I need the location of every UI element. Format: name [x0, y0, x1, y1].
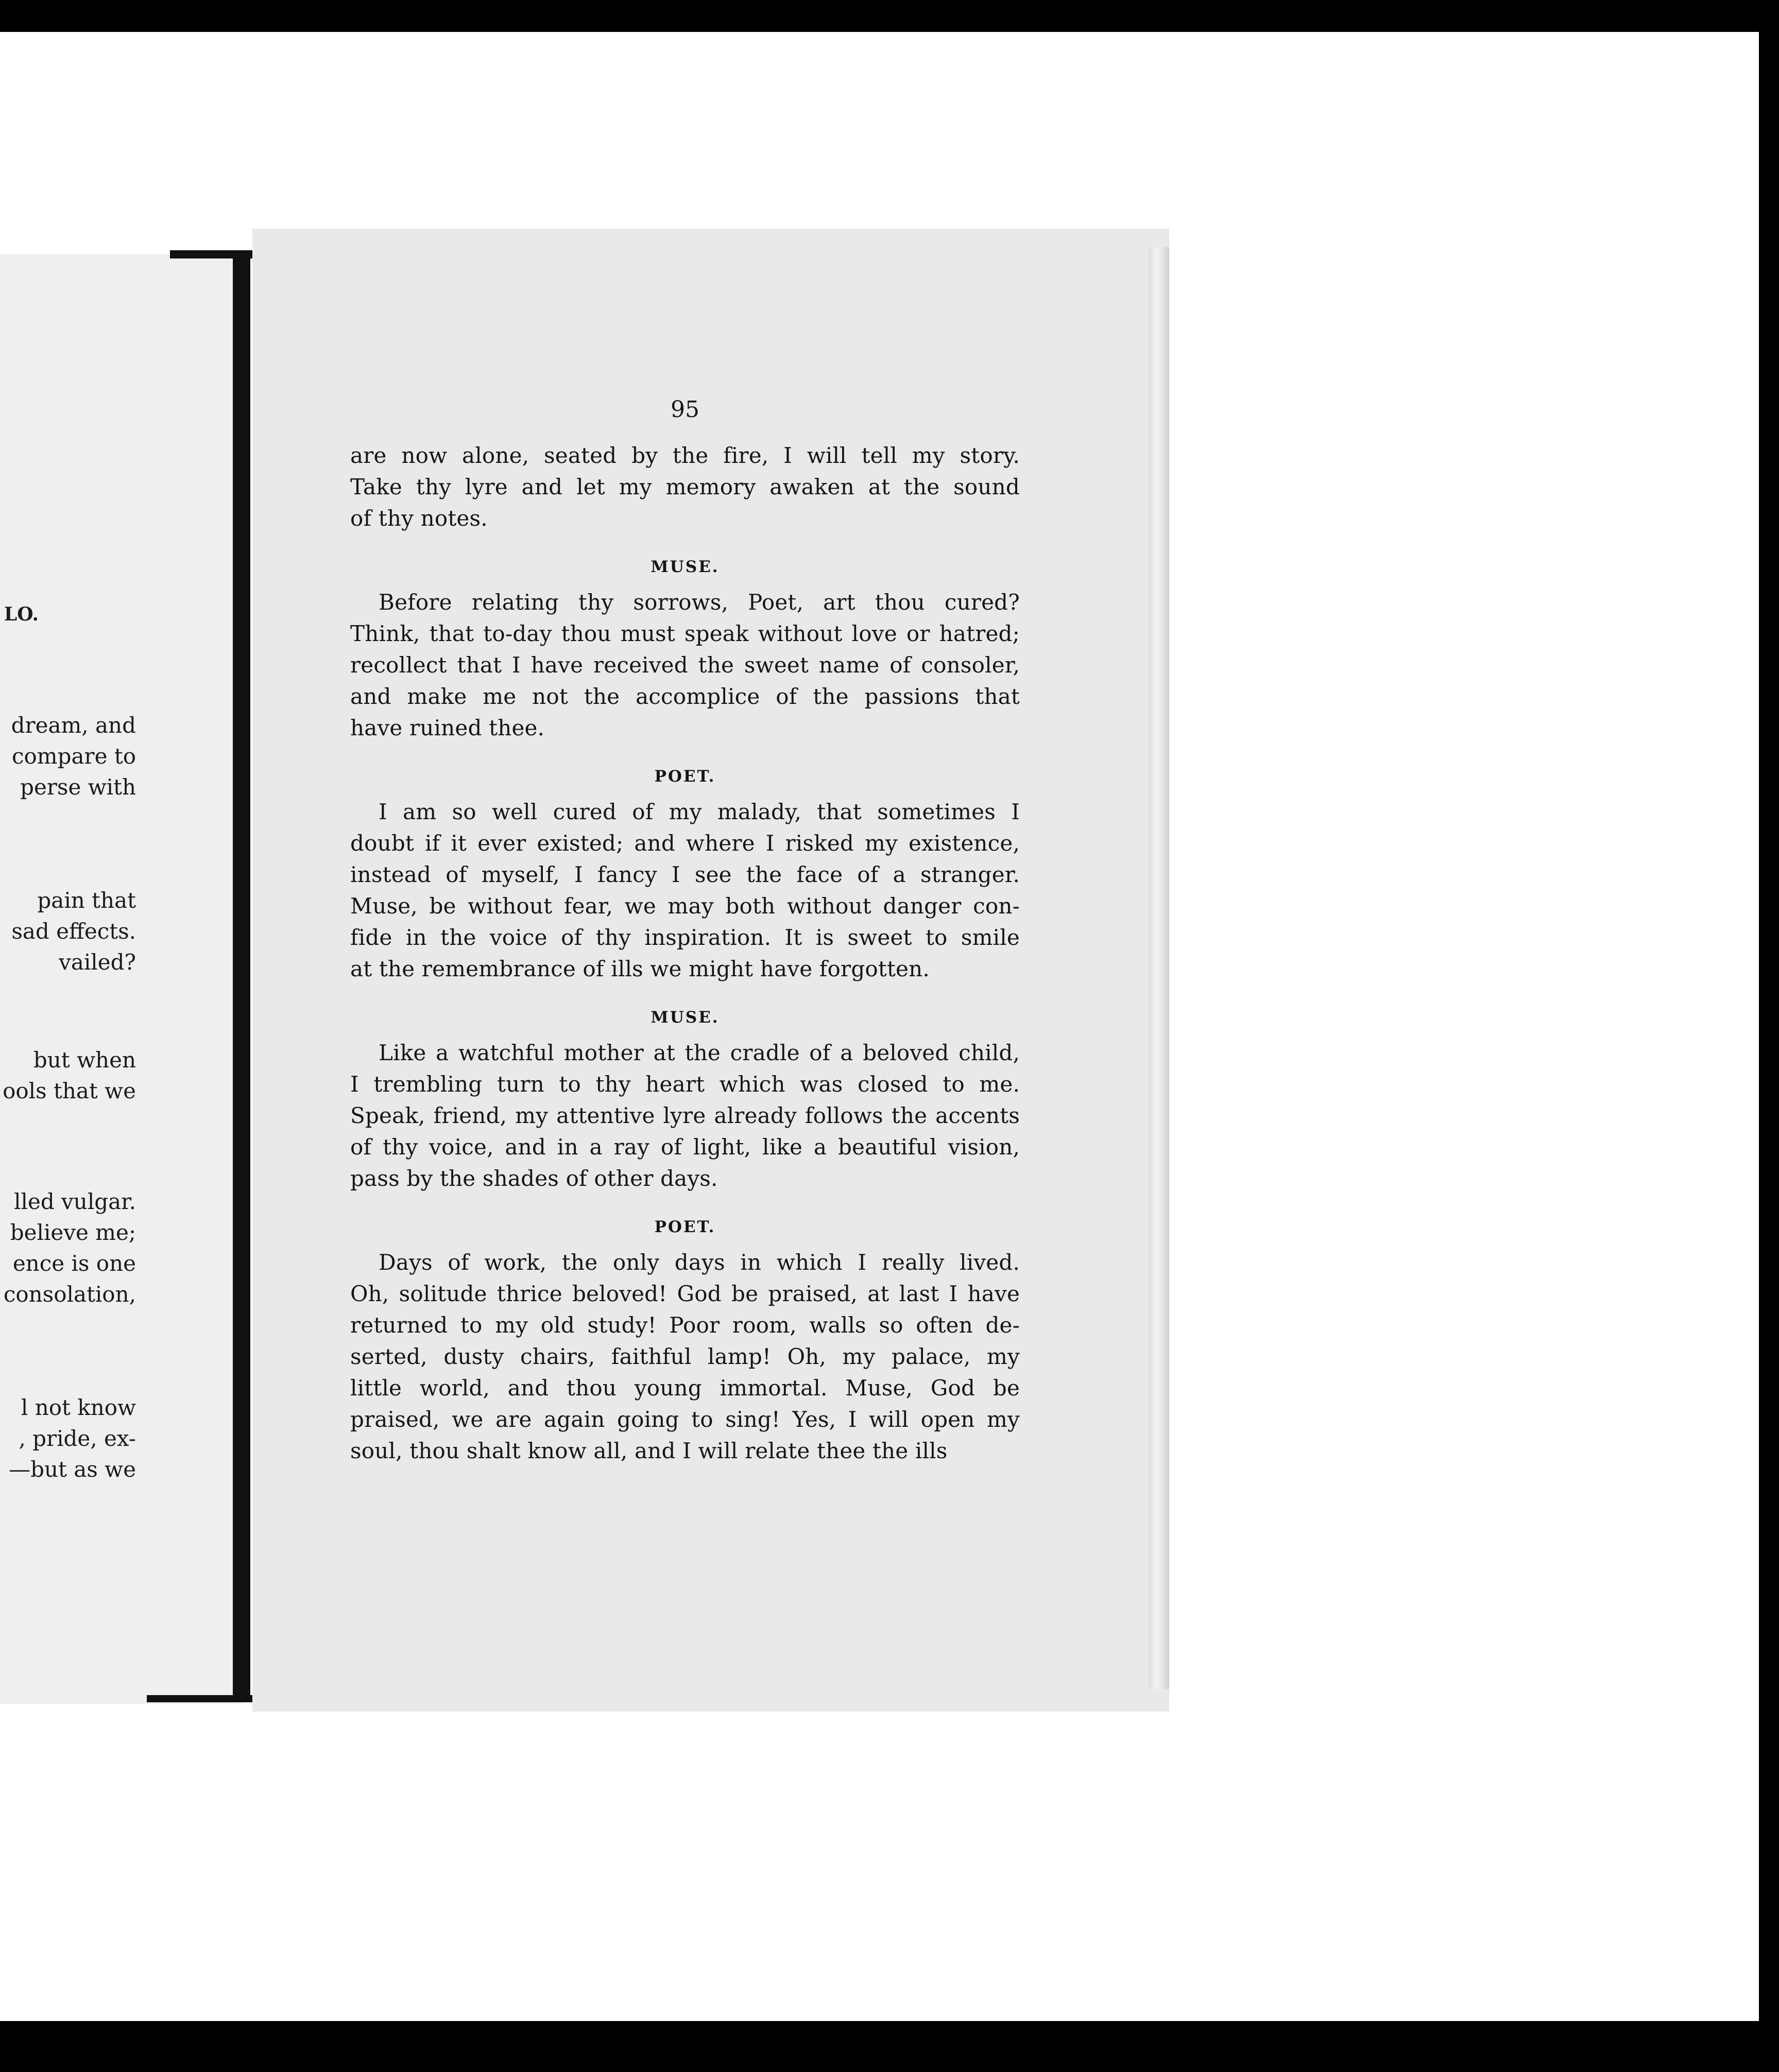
scan-border-right: [1759, 32, 1779, 2021]
page-number: 95: [671, 396, 699, 423]
speaker-label: MUSE.: [651, 1008, 720, 1027]
paragraph-first-line: are now alone, seated by the fire, I will tell my story.: [350, 443, 1020, 468]
paragraph-line: at the remembrance of ills we might have forgotten.: [350, 956, 930, 981]
speaker-label: MUSE.: [651, 558, 720, 576]
left-line: dream, and: [11, 713, 136, 738]
paragraph-line: and make me not the accomplice of the passions that: [350, 684, 1020, 709]
paragraph-first-line: Days of work, the only days in which I really lived.: [379, 1250, 1020, 1275]
paragraph-line: Oh, solitude thrice beloved! God be praised, at last I have: [350, 1281, 1020, 1306]
paragraph-line: recollect that I have received the sweet name of consoler,: [350, 652, 1020, 678]
left-line: , pride, ex-: [19, 1426, 136, 1451]
scan-border-bottom: [0, 2021, 1779, 2072]
paragraph-line: soul, thou shalt know all, and I will relate thee the ills: [350, 1438, 948, 1463]
paragraph-line: instead of myself, I fancy I see the face of a stranger.: [350, 862, 1020, 887]
paragraph-line: of thy voice, and in a ray of light, like a beautiful vision,: [350, 1134, 1020, 1160]
left-line: perse with: [20, 774, 136, 800]
paragraph-line: returned to my old study! Poor room, walls so often de-: [350, 1313, 1020, 1338]
left-page: [0, 254, 242, 1704]
paragraph-line: Take thy lyre and let my memory awaken at the sound: [350, 474, 1020, 499]
left-line: vailed?: [59, 949, 136, 975]
left-line: consolation,: [3, 1282, 136, 1307]
paragraph-line: little world, and thou young immortal. Muse, God be: [350, 1375, 1020, 1401]
speaker-label: POET.: [654, 767, 716, 786]
left-line: ence is one: [12, 1251, 136, 1276]
left-line: compare to: [11, 744, 136, 769]
left-line: but when: [33, 1047, 136, 1073]
paragraph-line: I trembling turn to thy heart which was closed to me.: [350, 1072, 1020, 1097]
paragraph-line: doubt if it ever existed; and where I risked my existence,: [350, 831, 1020, 856]
paragraph-first-line: Before relating thy sorrows, Poet, art thou cured?: [379, 590, 1020, 615]
left-line: believe me;: [10, 1220, 136, 1245]
left-line: ools that we: [3, 1078, 136, 1103]
left-line: —but as we: [9, 1457, 136, 1482]
paragraph-line: of thy notes.: [350, 506, 488, 531]
paragraph-line: Think, that to-day thou must speak without love or hatred;: [350, 621, 1020, 646]
paragraph-line: praised, we are again going to sing! Yes, I will open my: [350, 1407, 1020, 1432]
page-edge-shadow: [1149, 247, 1169, 1689]
speaker-label: POET.: [654, 1218, 716, 1236]
left-line: lled vulgar.: [14, 1189, 136, 1214]
paragraph-line: fide in the voice of thy inspiration. It is sweet to smile: [350, 925, 1020, 950]
paragraph-first-line: Like a watchful mother at the cradle of a beloved child,: [379, 1040, 1020, 1065]
scan-border-top: [0, 0, 1779, 32]
left-line: l not know: [21, 1395, 136, 1420]
paragraph-line: have ruined thee.: [350, 715, 545, 740]
left-heading-fragment: LO.: [4, 603, 39, 625]
paragraph-line: serted, dusty chairs, faithful lamp! Oh, my palace, my: [350, 1344, 1020, 1369]
paragraph-line: pass by the shades of other days.: [350, 1166, 718, 1191]
paragraph-line: Muse, be without fear, we may both without danger con-: [350, 893, 1020, 919]
paragraph-line: Speak, friend, my attentive lyre already follows the accents: [350, 1103, 1020, 1128]
paragraph-first-line: I am so well cured of my malady, that sometimes I: [379, 799, 1020, 824]
left-line: pain that: [37, 888, 136, 913]
left-line: sad effects.: [11, 919, 136, 944]
book-spine: [233, 257, 250, 1696]
